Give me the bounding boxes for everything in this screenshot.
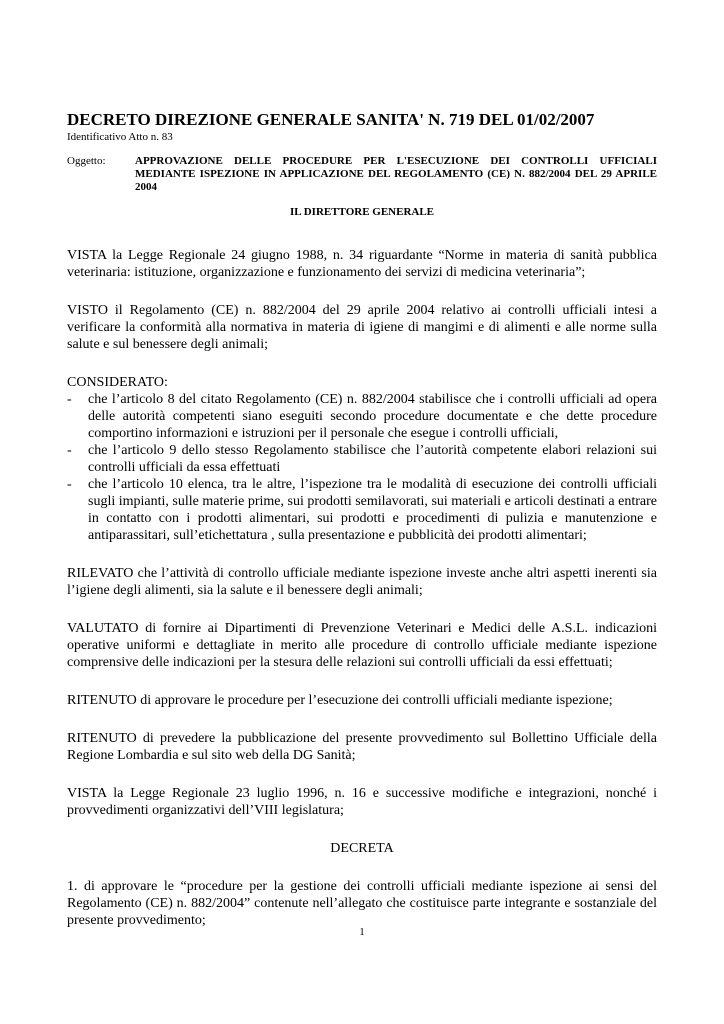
page-number: 1: [359, 926, 365, 938]
document-title: DECRETO DIREZIONE GENERALE SANITA' N. 719 DEL 01/02/2007: [67, 110, 595, 129]
paragraph-ritenuto-pubblicazione: RITENUTO di prevedere la pubblicazione del presente provvedimento sul Bollettino Ufficiale della Regione Lombardia e sul sito web della DG Sanità;: [67, 731, 657, 763]
bullet-dash: -: [67, 477, 72, 492]
list-item: [67, 391, 657, 442]
subject-text: APPROVAZIONE DELLE PROCEDURE PER L'ESECUZIONE DEI CONTROLLI UFFICIALI MEDIANTE ISPEZIONE IN APPLICAZIONE DEL REGOLAMENTO (CE) N. 882/2004 DEL 29 APRILE 2004: [135, 155, 657, 193]
list-item: [67, 476, 657, 544]
paragraph-rilevato: RILEVATO che l’attività di controllo ufficiale mediante ispezione investe anche altri aspetti inerenti sia l’igiene degli alimenti, sia la salute e il benessere degli animali;: [67, 566, 657, 598]
list-item-text: che l’articolo 8 del citato Regolamento (CE) n. 882/2004 stabilisce che i controlli ufficiali ad opera delle autorità competenti siano eseguiti secondo procedure documentate e che dette procedure comportino informazioni e istruzioni per il personale che esegue i controlli ufficiali,: [88, 392, 657, 441]
act-identifier: Identificativo Atto n. 83: [67, 131, 173, 143]
list-item: [67, 442, 657, 476]
paragraph-decree-point-1: 1. di approvare le “procedure per la gestione dei controlli ufficiali mediante ispezione ai sensi del Regolamento (CE) n. 882/2004” contenute nell’allegato che costituisce parte integrante e sostanziale del presente provvedimento;: [67, 879, 657, 928]
list-item-text: che l’articolo 9 dello stesso Regolamento stabilisce che l’autorità competente elabori relazioni sui controlli ufficiali da essa effettuati: [88, 443, 657, 475]
subject-block: [67, 155, 657, 194]
document-page: [67, 110, 657, 929]
paragraph-considerato: CONSIDERATO:: [67, 375, 168, 390]
paragraph-ritenuto-approvare: RITENUTO di approvare le procedure per l’esecuzione dei controlli ufficiali mediante ispezione;: [67, 693, 613, 708]
paragraph-visto-regolamento: VISTO il Regolamento (CE) n. 882/2004 del 29 aprile 2004 relativo ai controlli ufficiali intesi a verificare la conformità alla normativa in materia di igiene di mangimi e di alimenti e alle norme sulla salute e sul benessere degli animali;: [67, 303, 657, 352]
subject-label: Oggetto:: [67, 155, 106, 167]
bullet-dash: -: [67, 443, 72, 458]
paragraph-vista-legge-1996: VISTA la Legge Regionale 23 luglio 1996, n. 16 e successive modifiche e integrazioni, nonché i provvedimenti organizzativi dell’VIII legislatura;: [67, 786, 657, 818]
list-item-text: che l’articolo 10 elenca, tra le altre, l’ispezione tra le modalità di esecuzione dei controlli ufficiali sugli impianti, sulle materie prime, sui prodotti semilavorati, sui materiali e articoli destinati a entrare in contatto con i prodotti alimentari, sui prodotti e procedimenti di pulizia e manutenzione e antiparassitari, sull’etichettatura , sulla presentazione e pubblicità dei prodotti alimentari;: [88, 477, 657, 543]
bullet-dash: -: [67, 392, 72, 407]
decreta-heading: DECRETA: [330, 841, 394, 856]
section-heading: IL DIRETTORE GENERALE: [289, 206, 435, 218]
considerato-list: [67, 391, 657, 544]
paragraph-valutato: VALUTATO di fornire ai Dipartimenti di Prevenzione Veterinari e Medici delle A.S.L. indicazioni operative uniformi e dettagliate in merito alle procedure di controllo ufficiale mediante ispezione comprensive delle indicazioni per la stesura delle relazioni sui controlli ufficiali da essi effettuati;: [67, 621, 657, 670]
paragraph-vista-legge: VISTA la Legge Regionale 24 giugno 1988, n. 34 riguardante “Norme in materia di sanità pubblica veterinaria: istituzione, organizzazione e funzionamento dei servizi di medicina veterinaria”;: [67, 248, 657, 280]
